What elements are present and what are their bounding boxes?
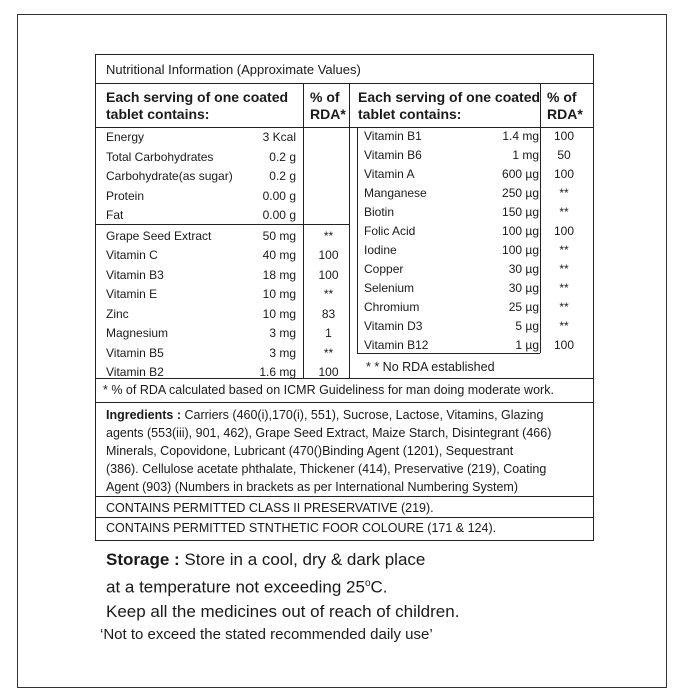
nutrient-row <box>106 167 346 186</box>
nutrient-row <box>364 222 589 241</box>
right-serving-header <box>358 89 540 123</box>
nutrient-amount: 3 mg <box>269 326 296 340</box>
nutrient-row <box>106 305 346 324</box>
nutrient-amount: 1.4 mg <box>502 129 539 143</box>
nutrient-amount: 50 mg <box>262 228 296 243</box>
nutrient-name: Carbohydrate(as sugar) <box>106 169 233 183</box>
nutrient-row <box>106 187 346 206</box>
nutrient-rda: ** <box>559 186 569 200</box>
nutrient-name: Vitamin A <box>364 167 415 181</box>
nutrient-row <box>364 203 589 222</box>
nutrient-amount: 25 µg <box>508 300 539 314</box>
preservative-notice: CONTAINS PERMITTED CLASS II PRESERVATIVE (219). <box>106 501 434 515</box>
nutrient-name: Vitamin B3 <box>106 267 164 282</box>
nutrient-name: Selenium <box>364 281 415 295</box>
nutrient-rda: 1 <box>325 326 332 340</box>
nutrient-amount: 0.00 g <box>262 208 296 222</box>
panel-title: Nutritional Information (Approximate Values) <box>106 62 361 77</box>
nutrient-amount: 0.2 g <box>269 149 296 164</box>
nutrient-row <box>364 241 589 260</box>
nutrient-rda: ** <box>559 262 569 276</box>
degree-mark: o <box>364 578 371 589</box>
storage-instructions <box>106 548 459 624</box>
nutrient-name: Copper <box>364 262 404 276</box>
left-serving-header-line1: Each serving of one coated <box>106 89 289 105</box>
nutrient-rda: 100 <box>553 224 575 238</box>
nutrient-amount: 100 µg <box>502 243 539 257</box>
nutrient-name: Vitamin D3 <box>364 319 423 333</box>
nutrient-amount: 30 µg <box>508 262 539 276</box>
nutrient-amount: 250 µg <box>502 186 539 200</box>
nutrient-name: Grape Seed Extract <box>106 228 212 243</box>
nutrient-rda: ** <box>559 319 569 333</box>
nutrient-rda: 100 <box>318 248 339 262</box>
nutrient-rda: 100 <box>318 365 339 379</box>
nutrient-amount: 40 mg <box>262 248 296 262</box>
nutrient-row <box>364 146 589 165</box>
nutrient-rda: 100 <box>318 267 339 282</box>
nutrient-rda: ** <box>323 345 334 360</box>
left-rda-header-line1: % of <box>310 89 340 105</box>
nutrient-row <box>364 317 589 336</box>
ingredients-line-2: agents (553(iii), 901, 462), Grape Seed Extract, Maize Starch, Disintegrant (466) <box>106 426 552 440</box>
right-rda-header-line1: % of <box>547 89 577 105</box>
nutrient-name: Total Carbohydrates <box>106 149 214 164</box>
no-rda-note: * * No RDA established <box>366 360 495 374</box>
nutrient-row <box>106 227 346 246</box>
left-rda-header <box>310 89 346 123</box>
nutrient-row <box>106 206 346 225</box>
nutrient-row <box>364 184 589 203</box>
nutrient-name: Magnesium <box>106 326 169 340</box>
nutrient-name: Protein <box>106 188 145 203</box>
nutrient-rda: ** <box>559 243 569 257</box>
right-inner-border <box>357 127 358 353</box>
ingredients-line-1: Carriers (460(i),170(i), 551), Sucrose, Lactose, Vitamins, Glazing <box>181 408 544 422</box>
nutrient-amount: 30 µg <box>508 281 539 295</box>
nutrient-row <box>106 285 346 304</box>
nutrient-name: Vitamin B2 <box>106 365 164 379</box>
colour-notice-box <box>95 517 594 541</box>
nutrient-name: Manganese <box>364 186 427 200</box>
nutrient-name: Vitamin B6 <box>364 148 422 162</box>
nutrient-row <box>106 148 346 167</box>
nutrient-row <box>364 279 589 298</box>
ingredients-label: Ingredients : <box>106 408 182 422</box>
nutrient-amount: 150 µg <box>502 205 539 219</box>
dosage-warning: ‘Not to exceed the stated recommended daily use’ <box>100 626 433 643</box>
nutrient-name: Vitamin E <box>106 287 158 301</box>
left-rda-header-line2: RDA* <box>310 106 346 122</box>
nutrient-row <box>106 246 346 265</box>
left-serving-header <box>106 89 288 123</box>
storage-line1: Store in a cool, dry & dark place <box>179 550 426 569</box>
nutrient-rda: 100 <box>553 167 575 181</box>
nutrient-row <box>364 336 589 355</box>
nutrient-amount: 10 mg <box>262 306 296 321</box>
nutrient-rda: ** <box>323 228 334 243</box>
right-serving-header-line2: tablet contains: <box>358 106 462 122</box>
nutrient-rda: ** <box>559 300 569 314</box>
nutrient-name: Fat <box>106 208 124 222</box>
ingredients-block <box>106 406 591 496</box>
nutrient-name: Energy <box>106 130 145 144</box>
nutrient-amount: 18 mg <box>262 267 296 282</box>
nutrient-amount: 3 Kcal <box>262 130 296 144</box>
nutrient-rda: 83 <box>321 306 336 321</box>
nutrient-rda: ** <box>559 281 569 295</box>
colour-notice: CONTAINS PERMITTED STNTHETIC FOOR COLOURE (171 & 124). <box>106 521 497 535</box>
nutrient-rda: ** <box>559 205 569 219</box>
nutrient-row <box>106 363 346 382</box>
right-rda-header <box>547 89 583 123</box>
storage-line3: Keep all the medicines out of reach of children. <box>106 601 460 621</box>
ingredients-line-3: Minerals, Copovidone, Lubricant (470()Binding Agent (1201), Sequestrant <box>106 444 514 458</box>
nutrient-row <box>106 324 346 343</box>
nutrient-amount: 0.2 g <box>269 169 296 183</box>
title-divider <box>96 83 593 84</box>
nutrient-row <box>106 266 346 285</box>
nutrient-amount: 5 µg <box>515 319 539 333</box>
nutrient-name: Zinc <box>106 306 129 321</box>
nutrient-rda: 100 <box>553 129 575 143</box>
ingredients-line-5: Agent (903) (Numbers in brackets as per International Numbering System) <box>106 480 518 494</box>
nutrient-name: Vitamin B12 <box>364 338 429 352</box>
nutrient-row <box>106 344 346 363</box>
nutrient-row <box>364 260 589 279</box>
right-rda-header-line2: RDA* <box>547 106 583 122</box>
storage-label: Storage : <box>106 550 180 569</box>
nutrient-name: Vitamin B1 <box>364 129 422 143</box>
nutrient-row <box>364 127 589 146</box>
nutrient-row <box>364 165 589 184</box>
nutrient-name: Vitamin B5 <box>106 345 164 360</box>
right-serving-header-line1: Each serving of one coated <box>358 89 541 105</box>
nutrient-amount: 600 µg <box>502 167 539 181</box>
rda-footnote: * % of RDA calculated based on ICMR Guideliness for man doing moderate work. <box>103 383 554 397</box>
ingredients-line-4: (386). Cellulose acetate phthalate, Thickener (414), Preservative (219), Coating <box>106 462 547 476</box>
ingredients-divider <box>96 496 593 497</box>
nutrient-name: Folic Acid <box>364 224 416 238</box>
nutrient-name: Chromium <box>364 300 420 314</box>
nutrient-amount: 1 µg <box>515 338 539 352</box>
nutrient-name: Iodine <box>364 243 397 257</box>
nutrient-rda: 100 <box>553 338 575 352</box>
nutrient-name: Biotin <box>364 205 395 219</box>
nutrient-rda: ** <box>323 287 334 301</box>
nutrient-amount: 1 mg <box>512 148 539 162</box>
footnote-divider <box>96 402 593 403</box>
left-serving-header-line2: tablet contains: <box>106 106 210 122</box>
storage-line2-end: C. <box>370 577 388 597</box>
nutrient-amount: 100 µg <box>502 224 539 238</box>
nutrient-amount: 3 mg <box>269 345 296 360</box>
nutrient-amount: 10 mg <box>262 287 296 301</box>
nutrient-name: Vitamin C <box>106 248 158 262</box>
nutrient-rda: 50 <box>557 148 571 162</box>
nutrient-amount: 0.00 g <box>262 188 296 203</box>
nutrition-panel <box>95 54 594 518</box>
nutrient-amount: 1.6 mg <box>259 365 296 379</box>
nutrient-row <box>106 128 346 147</box>
nutrient-row <box>364 298 589 317</box>
storage-line2: at a temperature not exceeding 25 <box>106 577 365 597</box>
